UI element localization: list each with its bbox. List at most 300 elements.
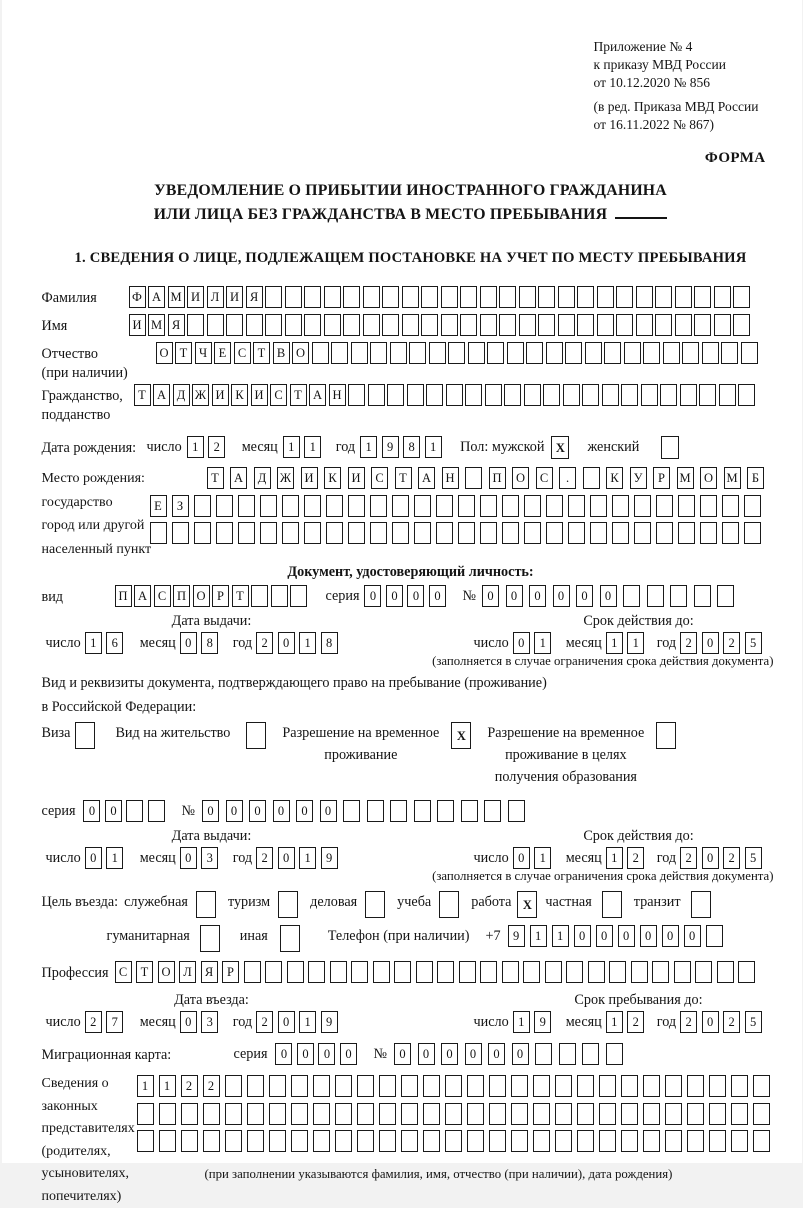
char-cell[interactable]: 0 bbox=[600, 585, 617, 607]
migration-number-cells[interactable] bbox=[394, 1043, 629, 1065]
char-cell[interactable]: Я bbox=[201, 961, 218, 983]
char-cell[interactable] bbox=[499, 314, 516, 336]
char-cell[interactable] bbox=[390, 342, 407, 364]
char-cell[interactable] bbox=[423, 1103, 440, 1125]
char-cell[interactable] bbox=[244, 961, 261, 983]
char-cell[interactable] bbox=[407, 384, 424, 406]
char-cell[interactable]: И bbox=[187, 286, 204, 308]
char-cell[interactable] bbox=[706, 925, 723, 947]
char-cell[interactable] bbox=[665, 1103, 682, 1125]
char-cell[interactable]: Р bbox=[212, 585, 229, 607]
char-cell[interactable] bbox=[602, 384, 619, 406]
char-cell[interactable]: 1 bbox=[513, 1011, 530, 1033]
purpose-business-checkbox[interactable] bbox=[196, 891, 216, 918]
char-cell[interactable] bbox=[694, 314, 711, 336]
char-cell[interactable] bbox=[75, 722, 95, 749]
char-cell[interactable] bbox=[568, 522, 585, 544]
char-cell[interactable] bbox=[343, 286, 360, 308]
char-cell[interactable] bbox=[597, 314, 614, 336]
char-cell[interactable]: 0 bbox=[297, 1043, 314, 1065]
char-cell[interactable] bbox=[414, 800, 431, 822]
char-cell[interactable] bbox=[524, 522, 541, 544]
char-cell[interactable] bbox=[194, 495, 211, 517]
char-cell[interactable] bbox=[545, 961, 562, 983]
char-cell[interactable] bbox=[159, 1130, 176, 1152]
char-cell[interactable] bbox=[753, 1075, 770, 1097]
char-cell[interactable]: 1 bbox=[627, 632, 644, 654]
char-cell[interactable]: 2 bbox=[723, 632, 740, 654]
char-cell[interactable] bbox=[523, 961, 540, 983]
char-cell[interactable] bbox=[583, 467, 600, 489]
char-cell[interactable]: 0 bbox=[278, 847, 295, 869]
char-cell[interactable]: 1 bbox=[85, 632, 102, 654]
char-cell[interactable]: 0 bbox=[512, 1043, 529, 1065]
char-cell[interactable] bbox=[687, 1103, 704, 1125]
char-cell[interactable] bbox=[148, 800, 165, 822]
char-cell[interactable] bbox=[665, 1130, 682, 1152]
char-cell[interactable] bbox=[181, 1130, 198, 1152]
char-cell[interactable] bbox=[533, 1130, 550, 1152]
char-cell[interactable]: С bbox=[270, 384, 287, 406]
char-cell[interactable]: 8 bbox=[321, 632, 338, 654]
char-cell[interactable] bbox=[538, 314, 555, 336]
char-cell[interactable]: 0 bbox=[318, 1043, 335, 1065]
char-cell[interactable] bbox=[445, 1103, 462, 1125]
char-cell[interactable]: 0 bbox=[407, 585, 424, 607]
char-cell[interactable] bbox=[558, 286, 575, 308]
char-cell[interactable] bbox=[612, 522, 629, 544]
char-cell[interactable] bbox=[695, 961, 712, 983]
char-cell[interactable] bbox=[291, 1130, 308, 1152]
char-cell[interactable]: Ж bbox=[192, 384, 209, 406]
char-cell[interactable] bbox=[401, 1103, 418, 1125]
char-cell[interactable] bbox=[238, 522, 255, 544]
char-cell[interactable] bbox=[414, 495, 431, 517]
char-cell[interactable]: 1 bbox=[299, 632, 316, 654]
char-cell[interactable] bbox=[387, 384, 404, 406]
char-cell[interactable] bbox=[714, 314, 731, 336]
char-cell[interactable] bbox=[616, 286, 633, 308]
char-cell[interactable] bbox=[687, 1130, 704, 1152]
char-cell[interactable]: 2 bbox=[256, 847, 273, 869]
char-cell[interactable] bbox=[304, 495, 321, 517]
char-cell[interactable] bbox=[647, 585, 664, 607]
char-cell[interactable] bbox=[733, 286, 750, 308]
char-cell[interactable] bbox=[590, 495, 607, 517]
char-cell[interactable] bbox=[621, 384, 638, 406]
doc-series-cells[interactable] bbox=[364, 585, 450, 607]
char-cell[interactable] bbox=[126, 800, 143, 822]
char-cell[interactable]: 0 bbox=[596, 925, 613, 947]
char-cell[interactable] bbox=[226, 314, 243, 336]
birth-place-cells-2[interactable] bbox=[150, 495, 766, 517]
char-cell[interactable] bbox=[207, 314, 224, 336]
char-cell[interactable] bbox=[370, 495, 387, 517]
char-cell[interactable] bbox=[616, 314, 633, 336]
char-cell[interactable]: 0 bbox=[618, 925, 635, 947]
char-cell[interactable]: 6 bbox=[106, 632, 123, 654]
char-cell[interactable] bbox=[733, 314, 750, 336]
char-cell[interactable]: 0 bbox=[320, 800, 337, 822]
char-cell[interactable] bbox=[260, 495, 277, 517]
char-cell[interactable] bbox=[568, 495, 585, 517]
char-cell[interactable] bbox=[459, 961, 476, 983]
representatives-cells-2[interactable] bbox=[137, 1103, 775, 1125]
char-cell[interactable]: X bbox=[551, 436, 569, 459]
char-cell[interactable]: 0 bbox=[513, 847, 530, 869]
char-cell[interactable]: 1 bbox=[159, 1075, 176, 1097]
char-cell[interactable] bbox=[484, 800, 501, 822]
char-cell[interactable] bbox=[663, 342, 680, 364]
char-cell[interactable] bbox=[172, 522, 189, 544]
char-cell[interactable] bbox=[285, 286, 302, 308]
char-cell[interactable]: 3 bbox=[201, 1011, 218, 1033]
char-cell[interactable] bbox=[348, 522, 365, 544]
char-cell[interactable] bbox=[559, 1043, 576, 1065]
char-cell[interactable] bbox=[465, 384, 482, 406]
char-cell[interactable] bbox=[426, 384, 443, 406]
char-cell[interactable]: 1 bbox=[606, 847, 623, 869]
char-cell[interactable] bbox=[588, 961, 605, 983]
char-cell[interactable] bbox=[507, 342, 524, 364]
temp-residence-checkbox[interactable] bbox=[451, 722, 471, 749]
char-cell[interactable] bbox=[597, 286, 614, 308]
char-cell[interactable] bbox=[423, 1130, 440, 1152]
birth-place-cells-3[interactable] bbox=[150, 522, 766, 544]
char-cell[interactable] bbox=[357, 1130, 374, 1152]
char-cell[interactable] bbox=[269, 1075, 286, 1097]
char-cell[interactable] bbox=[282, 522, 299, 544]
char-cell[interactable] bbox=[487, 342, 504, 364]
char-cell[interactable] bbox=[370, 342, 387, 364]
char-cell[interactable] bbox=[285, 314, 302, 336]
purpose-private-checkbox[interactable] bbox=[602, 891, 622, 918]
residence-series-cells[interactable] bbox=[83, 800, 169, 822]
char-cell[interactable] bbox=[335, 1130, 352, 1152]
char-cell[interactable] bbox=[278, 891, 298, 918]
char-cell[interactable] bbox=[429, 342, 446, 364]
char-cell[interactable] bbox=[401, 1075, 418, 1097]
char-cell[interactable] bbox=[636, 286, 653, 308]
char-cell[interactable] bbox=[441, 314, 458, 336]
char-cell[interactable] bbox=[290, 585, 307, 607]
char-cell[interactable]: Ж bbox=[277, 467, 294, 489]
char-cell[interactable]: 0 bbox=[640, 925, 657, 947]
char-cell[interactable]: А bbox=[309, 384, 326, 406]
char-cell[interactable]: 0 bbox=[85, 847, 102, 869]
char-cell[interactable]: 1 bbox=[137, 1075, 154, 1097]
char-cell[interactable] bbox=[678, 522, 695, 544]
passport-issue-month-cells[interactable] bbox=[180, 632, 223, 654]
char-cell[interactable]: Л bbox=[179, 961, 196, 983]
char-cell[interactable] bbox=[390, 800, 407, 822]
char-cell[interactable]: 0 bbox=[702, 847, 719, 869]
char-cell[interactable] bbox=[621, 1075, 638, 1097]
char-cell[interactable] bbox=[606, 1043, 623, 1065]
phone-cells[interactable] bbox=[508, 925, 728, 947]
char-cell[interactable]: 5 bbox=[745, 632, 762, 654]
residence-permit-checkbox[interactable] bbox=[246, 722, 266, 749]
char-cell[interactable] bbox=[271, 585, 288, 607]
char-cell[interactable]: 8 bbox=[201, 632, 218, 654]
char-cell[interactable] bbox=[694, 585, 711, 607]
char-cell[interactable] bbox=[203, 1130, 220, 1152]
char-cell[interactable]: Т bbox=[136, 961, 153, 983]
char-cell[interactable] bbox=[394, 961, 411, 983]
char-cell[interactable]: О bbox=[158, 961, 175, 983]
char-cell[interactable]: 0 bbox=[465, 1043, 482, 1065]
char-cell[interactable]: А bbox=[153, 384, 170, 406]
char-cell[interactable] bbox=[577, 314, 594, 336]
char-cell[interactable]: Т bbox=[175, 342, 192, 364]
char-cell[interactable]: 0 bbox=[702, 632, 719, 654]
char-cell[interactable] bbox=[137, 1130, 154, 1152]
char-cell[interactable] bbox=[682, 342, 699, 364]
char-cell[interactable] bbox=[348, 495, 365, 517]
char-cell[interactable] bbox=[590, 522, 607, 544]
char-cell[interactable] bbox=[731, 1103, 748, 1125]
char-cell[interactable]: 0 bbox=[441, 1043, 458, 1065]
char-cell[interactable]: 0 bbox=[296, 800, 313, 822]
char-cell[interactable]: С bbox=[371, 467, 388, 489]
residence-valid-month-cells[interactable] bbox=[606, 847, 649, 869]
char-cell[interactable] bbox=[203, 1103, 220, 1125]
char-cell[interactable]: Л bbox=[207, 286, 224, 308]
char-cell[interactable] bbox=[687, 1075, 704, 1097]
char-cell[interactable] bbox=[401, 1130, 418, 1152]
char-cell[interactable]: 0 bbox=[83, 800, 100, 822]
char-cell[interactable]: И bbox=[226, 286, 243, 308]
char-cell[interactable]: 0 bbox=[249, 800, 266, 822]
char-cell[interactable] bbox=[636, 314, 653, 336]
char-cell[interactable] bbox=[565, 342, 582, 364]
char-cell[interactable]: И bbox=[348, 467, 365, 489]
char-cell[interactable]: А bbox=[418, 467, 435, 489]
char-cell[interactable] bbox=[717, 961, 734, 983]
char-cell[interactable] bbox=[251, 585, 268, 607]
stay-day-cells[interactable] bbox=[513, 1011, 556, 1033]
char-cell[interactable] bbox=[655, 286, 672, 308]
char-cell[interactable] bbox=[480, 286, 497, 308]
char-cell[interactable] bbox=[719, 384, 736, 406]
char-cell[interactable]: 9 bbox=[534, 1011, 551, 1033]
residence-issue-month-cells[interactable] bbox=[180, 847, 223, 869]
char-cell[interactable] bbox=[634, 495, 651, 517]
char-cell[interactable]: Т bbox=[395, 467, 412, 489]
char-cell[interactable] bbox=[577, 286, 594, 308]
char-cell[interactable] bbox=[480, 495, 497, 517]
char-cell[interactable]: 0 bbox=[180, 632, 197, 654]
char-cell[interactable] bbox=[660, 384, 677, 406]
entry-day-cells[interactable] bbox=[85, 1011, 128, 1033]
char-cell[interactable] bbox=[675, 286, 692, 308]
char-cell[interactable]: И bbox=[301, 467, 318, 489]
char-cell[interactable]: 0 bbox=[574, 925, 591, 947]
char-cell[interactable] bbox=[446, 384, 463, 406]
char-cell[interactable] bbox=[357, 1103, 374, 1125]
char-cell[interactable] bbox=[623, 585, 640, 607]
char-cell[interactable] bbox=[731, 1130, 748, 1152]
char-cell[interactable]: Т bbox=[253, 342, 270, 364]
char-cell[interactable] bbox=[609, 961, 626, 983]
char-cell[interactable]: 0 bbox=[105, 800, 122, 822]
char-cell[interactable]: О bbox=[292, 342, 309, 364]
char-cell[interactable]: А bbox=[134, 585, 151, 607]
char-cell[interactable]: А bbox=[230, 467, 247, 489]
char-cell[interactable]: 2 bbox=[723, 847, 740, 869]
char-cell[interactable]: . bbox=[559, 467, 576, 489]
char-cell[interactable] bbox=[313, 1075, 330, 1097]
char-cell[interactable]: 0 bbox=[506, 585, 523, 607]
char-cell[interactable] bbox=[563, 384, 580, 406]
char-cell[interactable]: 0 bbox=[513, 632, 530, 654]
stay-month-cells[interactable] bbox=[606, 1011, 649, 1033]
char-cell[interactable]: 1 bbox=[534, 632, 551, 654]
char-cell[interactable] bbox=[335, 1075, 352, 1097]
char-cell[interactable] bbox=[304, 286, 321, 308]
passport-valid-year-cells[interactable] bbox=[680, 632, 766, 654]
char-cell[interactable]: О bbox=[193, 585, 210, 607]
char-cell[interactable]: 0 bbox=[275, 1043, 292, 1065]
char-cell[interactable] bbox=[441, 286, 458, 308]
char-cell[interactable]: 0 bbox=[429, 585, 446, 607]
char-cell[interactable] bbox=[467, 1130, 484, 1152]
char-cell[interactable] bbox=[468, 342, 485, 364]
representatives-cells-1[interactable] bbox=[137, 1075, 775, 1097]
char-cell[interactable] bbox=[194, 522, 211, 544]
passport-valid-month-cells[interactable] bbox=[606, 632, 649, 654]
char-cell[interactable]: М bbox=[168, 286, 185, 308]
char-cell[interactable]: С bbox=[536, 467, 553, 489]
char-cell[interactable]: 1 bbox=[299, 1011, 316, 1033]
char-cell[interactable] bbox=[247, 1075, 264, 1097]
char-cell[interactable] bbox=[291, 1075, 308, 1097]
char-cell[interactable]: 8 bbox=[403, 436, 420, 458]
char-cell[interactable]: М bbox=[677, 467, 694, 489]
char-cell[interactable] bbox=[709, 1130, 726, 1152]
char-cell[interactable] bbox=[480, 522, 497, 544]
char-cell[interactable] bbox=[499, 286, 516, 308]
char-cell[interactable] bbox=[577, 1075, 594, 1097]
char-cell[interactable] bbox=[280, 925, 300, 952]
char-cell[interactable] bbox=[502, 961, 519, 983]
char-cell[interactable] bbox=[326, 522, 343, 544]
char-cell[interactable]: Т bbox=[134, 384, 151, 406]
char-cell[interactable] bbox=[511, 1075, 528, 1097]
char-cell[interactable]: 0 bbox=[278, 1011, 295, 1033]
char-cell[interactable] bbox=[511, 1130, 528, 1152]
char-cell[interactable]: Н bbox=[329, 384, 346, 406]
char-cell[interactable]: 7 bbox=[106, 1011, 123, 1033]
char-cell[interactable]: 1 bbox=[606, 1011, 623, 1033]
char-cell[interactable] bbox=[379, 1103, 396, 1125]
passport-issue-year-cells[interactable] bbox=[256, 632, 342, 654]
char-cell[interactable] bbox=[566, 961, 583, 983]
char-cell[interactable] bbox=[621, 1130, 638, 1152]
char-cell[interactable] bbox=[533, 1103, 550, 1125]
char-cell[interactable] bbox=[599, 1075, 616, 1097]
char-cell[interactable]: Т bbox=[207, 467, 224, 489]
sex-male-checkbox[interactable] bbox=[551, 436, 569, 459]
char-cell[interactable] bbox=[555, 1075, 572, 1097]
stay-year-cells[interactable] bbox=[680, 1011, 766, 1033]
char-cell[interactable] bbox=[445, 1075, 462, 1097]
char-cell[interactable] bbox=[461, 800, 478, 822]
char-cell[interactable]: 1 bbox=[304, 436, 321, 458]
migration-series-cells[interactable] bbox=[275, 1043, 361, 1065]
char-cell[interactable] bbox=[269, 1103, 286, 1125]
char-cell[interactable] bbox=[634, 522, 651, 544]
char-cell[interactable]: 2 bbox=[680, 1011, 697, 1033]
char-cell[interactable]: Б bbox=[747, 467, 764, 489]
char-cell[interactable] bbox=[382, 314, 399, 336]
char-cell[interactable] bbox=[543, 384, 560, 406]
char-cell[interactable] bbox=[519, 286, 536, 308]
purpose-tourism-checkbox[interactable] bbox=[278, 891, 298, 918]
char-cell[interactable] bbox=[368, 384, 385, 406]
char-cell[interactable]: Е bbox=[214, 342, 231, 364]
char-cell[interactable] bbox=[546, 495, 563, 517]
char-cell[interactable] bbox=[324, 314, 341, 336]
char-cell[interactable] bbox=[612, 495, 629, 517]
char-cell[interactable]: У bbox=[630, 467, 647, 489]
char-cell[interactable] bbox=[599, 1103, 616, 1125]
residence-valid-day-cells[interactable] bbox=[513, 847, 556, 869]
char-cell[interactable] bbox=[702, 342, 719, 364]
char-cell[interactable] bbox=[351, 961, 368, 983]
entry-year-cells[interactable] bbox=[256, 1011, 342, 1033]
surname-cells[interactable] bbox=[129, 286, 753, 308]
char-cell[interactable]: С bbox=[154, 585, 171, 607]
char-cell[interactable] bbox=[731, 1075, 748, 1097]
char-cell[interactable] bbox=[714, 286, 731, 308]
char-cell[interactable] bbox=[694, 286, 711, 308]
char-cell[interactable]: И bbox=[251, 384, 268, 406]
char-cell[interactable]: 1 bbox=[187, 436, 204, 458]
char-cell[interactable]: 0 bbox=[226, 800, 243, 822]
char-cell[interactable] bbox=[363, 314, 380, 336]
char-cell[interactable] bbox=[538, 286, 555, 308]
char-cell[interactable]: З bbox=[172, 495, 189, 517]
char-cell[interactable] bbox=[373, 961, 390, 983]
char-cell[interactable]: П bbox=[489, 467, 506, 489]
char-cell[interactable]: 9 bbox=[382, 436, 399, 458]
char-cell[interactable] bbox=[402, 314, 419, 336]
char-cell[interactable]: 0 bbox=[180, 1011, 197, 1033]
char-cell[interactable] bbox=[445, 1130, 462, 1152]
char-cell[interactable]: П bbox=[115, 585, 132, 607]
char-cell[interactable] bbox=[150, 522, 167, 544]
residence-valid-year-cells[interactable] bbox=[680, 847, 766, 869]
purpose-transit-checkbox[interactable] bbox=[691, 891, 711, 918]
char-cell[interactable] bbox=[423, 1075, 440, 1097]
char-cell[interactable] bbox=[678, 495, 695, 517]
char-cell[interactable] bbox=[661, 436, 679, 459]
char-cell[interactable] bbox=[291, 1103, 308, 1125]
char-cell[interactable] bbox=[631, 961, 648, 983]
char-cell[interactable] bbox=[265, 286, 282, 308]
passport-valid-day-cells[interactable] bbox=[513, 632, 556, 654]
char-cell[interactable] bbox=[313, 1130, 330, 1152]
char-cell[interactable] bbox=[602, 891, 622, 918]
char-cell[interactable] bbox=[722, 495, 739, 517]
char-cell[interactable] bbox=[691, 891, 711, 918]
char-cell[interactable]: 0 bbox=[488, 1043, 505, 1065]
char-cell[interactable] bbox=[137, 1103, 154, 1125]
char-cell[interactable] bbox=[187, 314, 204, 336]
char-cell[interactable] bbox=[335, 1103, 352, 1125]
char-cell[interactable] bbox=[709, 1075, 726, 1097]
